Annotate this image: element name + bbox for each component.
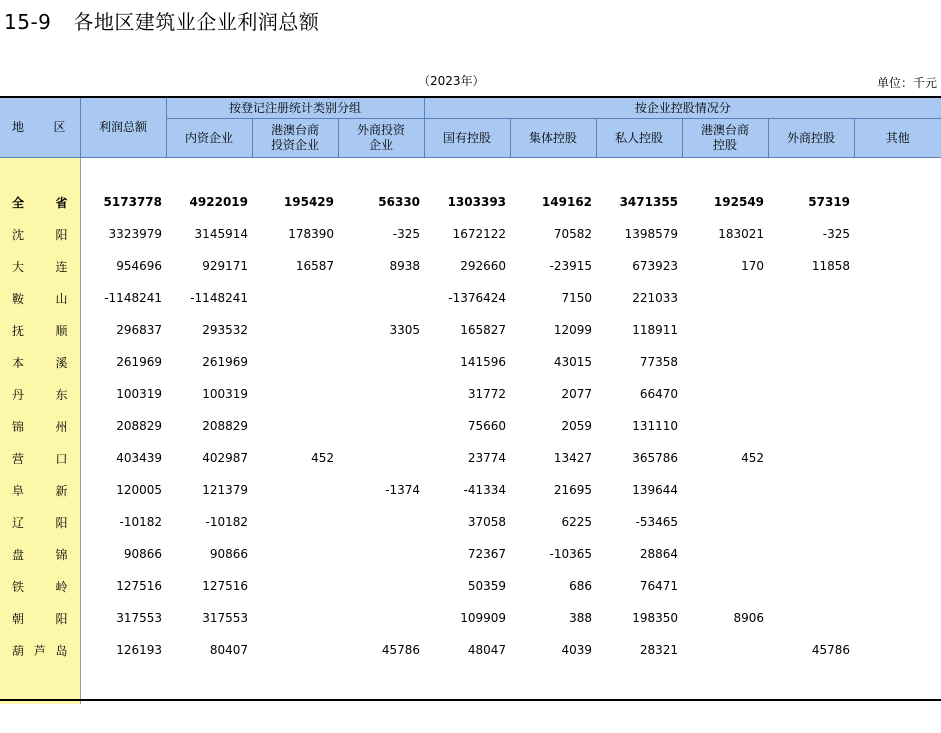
value-cell: 686 [569,579,593,593]
bottom-rule [0,699,941,701]
value-cell [854,282,941,314]
table-row [0,314,941,346]
value-cell: 43015 [553,355,593,369]
value-cell: 296837 [116,323,162,337]
subheader-line: 国有控股 [443,130,492,145]
value-cell [854,346,941,378]
value-cell: 45786 [811,643,851,657]
value-cell: 5173778 [103,195,162,209]
value-cell [768,282,854,314]
empty-cell [80,158,166,187]
empty-cell [424,158,510,187]
value-cell: 126193 [116,643,162,657]
value-cell: 57319 [808,195,851,209]
value-cell [854,634,941,666]
value-cell: 70582 [553,227,593,241]
value-cell: 2059 [561,419,593,433]
unit-note: 单位：千元 [876,76,937,90]
value-cell [854,250,941,282]
value-cell [252,570,338,602]
value-cell: 127516 [116,579,162,593]
empty-cell [338,158,424,187]
value-cell: 37058 [467,515,507,529]
table-row [0,474,941,506]
region-cell: 沈阳 [0,218,80,250]
value-cell: 1303393 [447,195,507,209]
region-cell: 本溪 [0,346,80,378]
value-cell: 8906 [733,611,765,625]
value-cell: 365786 [632,451,679,465]
empty-cell [768,158,854,187]
value-cell: 452 [311,451,334,465]
value-cell: -1376424 [448,291,507,305]
value-cell: 31772 [467,387,507,401]
value-cell [252,602,338,634]
value-cell: 80407 [209,643,248,657]
value-cell: 76471 [639,579,679,593]
empty-cell [596,158,682,187]
value-cell [854,570,941,602]
subheader-line: 内资企业 [184,130,233,145]
value-cell: 7150 [561,291,593,305]
value-cell: 178390 [288,227,334,241]
value-cell: 261969 [116,355,162,369]
region-cell: 抚顺 [0,314,80,346]
value-cell: 141596 [460,355,507,369]
value-cell [854,602,941,634]
value-cell: 100319 [202,387,248,401]
value-cell [682,634,768,666]
table-header [0,97,941,158]
value-cell: 90866 [123,547,162,561]
value-cell: 21695 [553,483,593,497]
registration-subheader [252,119,338,158]
value-cell [682,346,768,378]
value-cell: 1398579 [624,227,679,241]
subheader-line: 外商投资 [357,123,406,137]
value-cell [768,538,854,570]
value-cell: -325 [392,227,421,241]
table-row [0,186,941,218]
value-cell: 3305 [389,323,421,337]
value-cell [854,442,941,474]
value-cell: 1672122 [452,227,507,241]
value-cell [252,506,338,538]
empty-cell [510,158,596,187]
table-body [0,158,941,705]
value-cell: 3471355 [619,195,679,209]
value-cell [768,346,854,378]
value-cell: 403439 [116,451,162,465]
registration-subheader [338,119,424,158]
value-cell [854,410,941,442]
holding-subheader [854,119,941,158]
value-cell [768,410,854,442]
value-cell: 120005 [116,483,162,497]
empty-cell [682,158,768,187]
value-cell [854,314,941,346]
value-cell: 292660 [460,259,507,273]
page-title [4,6,319,35]
value-cell: 3323979 [108,227,162,241]
table-number: 15-9 [4,10,52,34]
value-cell: 8938 [389,259,421,273]
region-cell: 辽阳 [0,506,80,538]
region-cell: 葫芦岛 [0,634,80,666]
value-cell: 118911 [632,323,679,337]
table-row [0,570,941,602]
table-row [0,410,941,442]
region-header-char-2: 区 [53,120,66,134]
profit-table [0,96,941,704]
value-cell: 45786 [381,643,421,657]
subheader-line: 私人控股 [615,130,664,145]
holding-subheader [768,119,854,158]
table-row [0,506,941,538]
empty-cell [166,158,252,187]
value-cell [682,282,768,314]
value-cell: -1148241 [104,291,162,305]
value-cell [338,410,424,442]
value-cell: 28321 [639,643,679,657]
value-cell: 56330 [378,195,421,209]
value-cell [768,570,854,602]
subheader-line: 其他 [885,130,910,145]
region-cell: 鞍山 [0,282,80,314]
value-cell: 293532 [202,323,248,337]
value-cell: 75660 [467,419,507,433]
value-cell [682,314,768,346]
year-note: （2023年） [418,74,485,88]
value-cell [854,218,941,250]
table-row [0,282,941,314]
value-cell [682,378,768,410]
value-cell: -23915 [549,259,593,273]
value-cell: 954696 [116,259,162,273]
spacer-row [0,158,941,187]
value-cell [768,314,854,346]
value-cell: 4922019 [189,195,248,209]
value-cell: 131110 [632,419,679,433]
value-cell [682,506,768,538]
value-cell: 198350 [632,611,679,625]
value-cell [338,570,424,602]
table-row [0,378,941,410]
value-cell: 6225 [561,515,593,529]
value-cell: 192549 [713,195,765,209]
value-cell [252,474,338,506]
region-cell: 朝阳 [0,602,80,634]
value-cell [252,346,338,378]
region-cell: 全省 [0,186,80,218]
region-cell: 盘锦 [0,538,80,570]
value-cell: -10182 [119,515,162,529]
value-cell: 90866 [209,547,248,561]
value-cell [338,538,424,570]
value-cell [768,442,854,474]
value-cell [252,378,338,410]
subheader-line: 企业 [369,138,394,152]
value-cell [338,442,424,474]
table-row [0,538,941,570]
value-cell: 4039 [561,643,593,657]
value-cell [338,378,424,410]
region-column-header [0,97,80,158]
table-row [0,218,941,250]
value-cell: 221033 [632,291,679,305]
table-row [0,346,941,378]
value-cell: 208829 [202,419,248,433]
value-cell: 261969 [202,355,248,369]
value-cell: 208829 [116,419,162,433]
holding-subheader [596,119,682,158]
value-cell: 77358 [639,355,679,369]
value-cell [854,186,941,218]
empty-cell [854,158,941,187]
holding-group-header: 按企业控股情况分 [424,97,941,119]
value-cell: 388 [569,611,593,625]
value-cell [682,538,768,570]
value-cell [252,634,338,666]
value-cell: 452 [741,451,765,465]
value-cell: -1374 [385,483,421,497]
total-profit-header: 利润总额 [80,97,166,158]
subheader-line: 外商控股 [787,130,836,145]
value-cell: 109909 [460,611,507,625]
value-cell [338,282,424,314]
value-cell: 165827 [460,323,507,337]
value-cell: 402987 [202,451,248,465]
value-cell [252,538,338,570]
value-cell [854,506,941,538]
value-cell: 317553 [202,611,248,625]
value-cell: 3145914 [194,227,248,241]
value-cell [682,474,768,506]
value-cell: 100319 [116,387,162,401]
region-cell: 阜新 [0,474,80,506]
value-cell: 183021 [718,227,765,241]
value-cell: 929171 [202,259,248,273]
value-cell: 139644 [632,483,679,497]
value-cell: 13427 [553,451,593,465]
registration-subheader [166,119,252,158]
subheader-line: 控股 [713,138,738,152]
value-cell [338,346,424,378]
value-cell [854,474,941,506]
region-cell: 锦州 [0,410,80,442]
region-cell [0,158,80,187]
value-cell: 170 [741,259,765,273]
value-cell [768,602,854,634]
registration-group-header: 按登记注册统计类别分组 [166,97,424,119]
holding-subheader [510,119,596,158]
region-cell: 铁岭 [0,570,80,602]
value-cell: 317553 [116,611,162,625]
value-cell [682,410,768,442]
table-row [0,442,941,474]
region-cell: 丹东 [0,378,80,410]
value-cell: -10365 [549,547,593,561]
value-cell [252,314,338,346]
subheader-line: 投资企业 [270,138,319,152]
value-cell: 127516 [202,579,248,593]
value-cell: -53465 [635,515,679,529]
value-cell: 2077 [561,387,593,401]
value-cell: -325 [822,227,851,241]
region-cell: 营口 [0,442,80,474]
empty-cell [252,158,338,187]
value-cell: -41334 [463,483,507,497]
value-cell: 195429 [283,195,334,209]
table-row [0,602,941,634]
holding-subheader [424,119,510,158]
value-cell [338,506,424,538]
subheader-line: 港澳台商 [270,123,319,137]
value-cell [854,378,941,410]
value-cell: 23774 [467,451,507,465]
region-cell: 大连 [0,250,80,282]
value-cell: 121379 [202,483,248,497]
value-cell [768,378,854,410]
value-cell [768,474,854,506]
subheader-line: 集体控股 [529,130,578,145]
value-cell: 149162 [541,195,593,209]
data-sheet [0,96,941,700]
value-cell [854,538,941,570]
value-cell: 28864 [639,547,679,561]
value-cell [768,506,854,538]
value-cell: -10182 [205,515,248,529]
table-row [0,250,941,282]
value-cell: 11858 [811,259,851,273]
value-cell [338,602,424,634]
holding-subheader [682,119,768,158]
value-cell: 12099 [553,323,593,337]
value-cell [252,282,338,314]
value-cell: -1148241 [190,291,248,305]
value-cell: 673923 [632,259,679,273]
value-cell: 50359 [467,579,507,593]
value-cell: 48047 [467,643,507,657]
value-cell: 66470 [639,387,679,401]
value-cell [252,410,338,442]
table-row [0,634,941,666]
value-cell: 72367 [467,547,507,561]
table-title: 各地区建筑业企业利润总额 [73,10,320,34]
value-cell: 16587 [295,259,334,273]
subheader-line: 港澳台商 [701,123,750,137]
region-header-char-1: 地 [12,120,25,134]
value-cell [682,570,768,602]
